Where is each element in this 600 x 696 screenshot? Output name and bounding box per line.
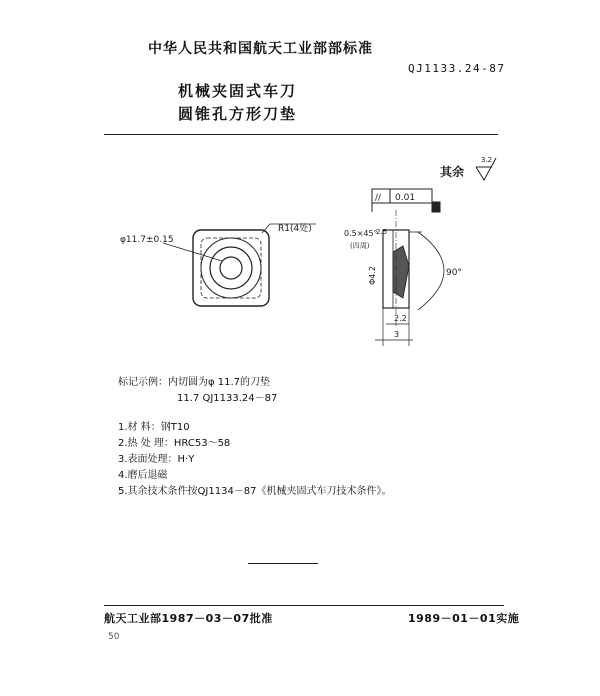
requirement-1: 1.材 料：钢T10 xyxy=(118,422,190,433)
roughness-prefix: 其余 xyxy=(440,165,465,179)
angle-arc xyxy=(409,232,444,310)
requirement-5: 5.其余技术条件按QJ1134－87《机械夹固式车刀技术条件》。 xyxy=(118,486,392,497)
requirement-4: 4.磨后退磁 xyxy=(118,470,168,481)
marking-example-line-2: 11.7 QJ1133.24－87 xyxy=(177,393,278,404)
standard-code: QJ1133.24-87 xyxy=(408,62,506,75)
chamfer-label: 0.5×45° xyxy=(344,229,378,238)
issuing-authority: 中华人民共和国航天工业部部标准 xyxy=(148,41,373,57)
parallelism-symbol: // xyxy=(375,193,382,203)
diameter-label: φ11.7±0.15 xyxy=(120,235,174,245)
page-number: 50 xyxy=(108,632,120,642)
effective-date: 1989－01－01实施 xyxy=(408,612,520,625)
radius-label: R1(4处) xyxy=(278,224,312,234)
bottom-dim-2: 3 xyxy=(394,330,400,339)
approval-date: 航天工业部1987－03－07批准 xyxy=(104,612,273,625)
title-line-1: 机械夹固式车刀 xyxy=(178,82,298,100)
footer-divider xyxy=(104,605,504,606)
title-line-2: 圆锥孔方形刀垫 xyxy=(178,105,298,123)
requirement-3: 3.表面处理：H·Y xyxy=(118,454,195,465)
front-view xyxy=(163,224,316,306)
header-divider xyxy=(104,134,498,135)
surface-mark: 2.5 xyxy=(376,228,388,236)
bottom-dim-1: 2.2 xyxy=(394,314,407,323)
end-mark-line xyxy=(248,563,318,564)
parallelism-value: 0.01 xyxy=(395,193,416,203)
chamfer-note: (四周) xyxy=(350,242,370,250)
technical-drawing xyxy=(0,140,600,365)
marking-example-line-1: 标记示例：内切圆为φ 11.7的刀垫 xyxy=(118,377,271,388)
angle-label: 90° xyxy=(446,268,462,278)
roughness-value: 3.2 xyxy=(481,156,493,164)
vertical-dimension: Φ4.2 xyxy=(368,265,377,285)
requirement-2: 2.热 处 理：HRC53～58 xyxy=(118,438,231,449)
